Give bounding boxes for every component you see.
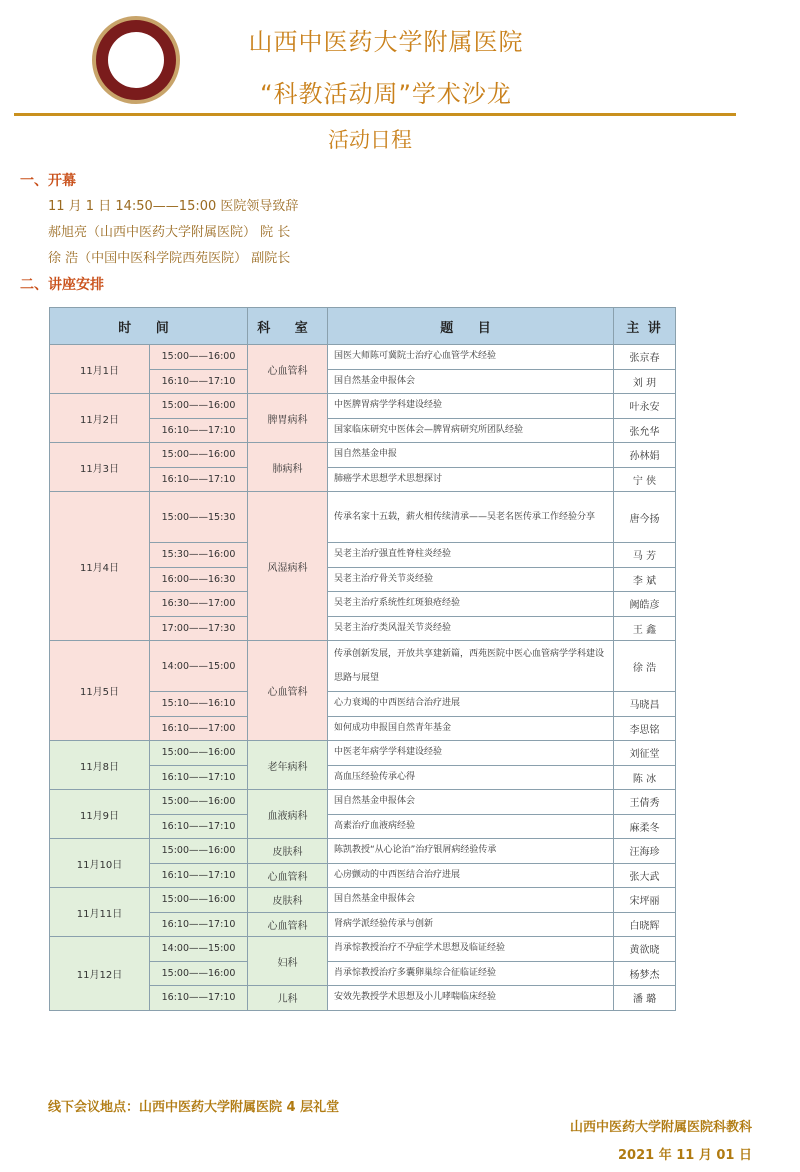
time-cell: 16:10——17:10 [150, 369, 248, 394]
topic-cell: 国家临床研究中医体会—脾胃病研究所团队经验 [328, 418, 614, 443]
host-cell: 阙皓彦 [614, 592, 676, 617]
schedule-table [49, 307, 676, 1011]
host-cell: 王倩秀 [614, 790, 676, 815]
document-header [0, 0, 800, 120]
dept-cell: 皮肤科 [248, 888, 328, 913]
topic-cell: 吴老主治疗类风湿关节炎经验 [328, 616, 614, 641]
header-divider [14, 113, 736, 116]
table-row [50, 888, 676, 913]
host-cell: 汪海珍 [614, 839, 676, 864]
time-cell: 16:10——17:00 [150, 716, 248, 741]
header-time: 时 间 [50, 308, 248, 345]
opening-line: 徐 浩（中国中医科学院西苑医院） 副院长 [48, 251, 291, 266]
host-cell: 宋坪丽 [614, 888, 676, 913]
topic-cell: 国医大师陈可冀院士治疗心血管学术经验 [328, 345, 614, 370]
time-cell: 14:00——15:00 [150, 641, 248, 692]
time-cell: 15:00——16:00 [150, 839, 248, 864]
event-title: “科教活动周”学术沙龙 [260, 80, 512, 108]
table-row [50, 443, 676, 468]
host-cell: 黄欲晓 [614, 937, 676, 962]
time-cell: 15:00——16:00 [150, 741, 248, 766]
topic-cell: 中医老年病学学科建设经验 [328, 741, 614, 766]
time-cell: 16:10——17:10 [150, 912, 248, 937]
host-cell: 王 鑫 [614, 616, 676, 641]
host-cell: 孙林娟 [614, 443, 676, 468]
dept-cell: 心血管科 [248, 912, 328, 937]
dept-cell: 风湿病科 [248, 492, 328, 641]
signature-block [570, 1114, 752, 1170]
host-cell: 刘 玥 [614, 369, 676, 394]
dept-cell: 脾胃病科 [248, 394, 328, 443]
dept-cell: 老年病科 [248, 741, 328, 790]
topic-cell: 吴老主治疗系统性红斑狼疮经验 [328, 592, 614, 617]
table-row [50, 790, 676, 815]
time-cell: 15:00——16:00 [150, 888, 248, 913]
time-cell: 15:30——16:00 [150, 543, 248, 568]
table-row [50, 741, 676, 766]
date-cell: 11月8日 [50, 741, 150, 790]
hospital-logo-icon [92, 16, 180, 104]
host-cell: 李 斌 [614, 567, 676, 592]
dept-cell: 心血管科 [248, 863, 328, 888]
host-cell: 张京春 [614, 345, 676, 370]
dept-cell: 肺病科 [248, 443, 328, 492]
topic-cell: 心力衰竭的中西医结合治疗进展 [328, 692, 614, 717]
host-cell: 杨梦杰 [614, 961, 676, 986]
date-cell: 11月12日 [50, 937, 150, 1011]
topic-cell: 安效先教授学术思想及小儿哮喘临床经验 [328, 986, 614, 1011]
date-cell: 11月10日 [50, 839, 150, 888]
host-cell: 宁 侠 [614, 467, 676, 492]
date-cell: 11月2日 [50, 394, 150, 443]
dept-cell: 血液病科 [248, 790, 328, 839]
topic-cell: 高素治疗血液病经验 [328, 814, 614, 839]
date-cell: 11月11日 [50, 888, 150, 937]
date-cell: 11月4日 [50, 492, 150, 641]
time-cell: 16:10——17:10 [150, 814, 248, 839]
host-cell: 张允华 [614, 418, 676, 443]
header-topic: 题 目 [328, 308, 614, 345]
time-cell: 15:10——16:10 [150, 692, 248, 717]
table-header-row [50, 308, 676, 345]
topic-cell: 陈凯教授“从心论治”治疗银屑病经验传承 [328, 839, 614, 864]
host-cell: 马晓昌 [614, 692, 676, 717]
time-cell: 14:00——15:00 [150, 937, 248, 962]
host-cell: 李思铭 [614, 716, 676, 741]
signature-org: 山西中医药大学附属医院科教科 [569, 1120, 752, 1135]
time-cell: 15:00——16:00 [150, 394, 248, 419]
topic-cell: 传承名家十五载，薪火相传续清承——吴老名医传承工作经验分享 [328, 492, 614, 543]
host-cell: 徐 浩 [614, 641, 676, 692]
host-cell: 白晓辉 [614, 912, 676, 937]
topic-cell: 心房颤动的中西医结合治疗进展 [328, 863, 614, 888]
table-row [50, 641, 676, 692]
host-cell: 叶永安 [614, 394, 676, 419]
time-cell: 15:00——16:00 [150, 345, 248, 370]
date-cell: 11月9日 [50, 790, 150, 839]
hospital-title: 山西中医药大学附属医院 [248, 28, 524, 56]
dept-cell: 儿科 [248, 986, 328, 1011]
topic-cell: 中医脾胃病学学科建设经验 [328, 394, 614, 419]
date-cell: 11月5日 [50, 641, 150, 741]
time-cell: 16:10——17:10 [150, 467, 248, 492]
header-dept: 科 室 [248, 308, 328, 345]
time-cell: 15:00——15:30 [150, 492, 248, 543]
host-cell: 潘 璐 [614, 986, 676, 1011]
dept-cell: 皮肤科 [248, 839, 328, 864]
time-cell: 15:00——16:00 [150, 790, 248, 815]
date-cell: 11月1日 [50, 345, 150, 394]
time-cell: 15:00——16:00 [150, 961, 248, 986]
dept-cell: 心血管科 [248, 641, 328, 741]
topic-cell: 肾病学派经验传承与创新 [328, 912, 614, 937]
topic-cell: 国自然基金申报体会 [328, 369, 614, 394]
table-row [50, 839, 676, 864]
header-host: 主 讲 [614, 308, 676, 345]
opening-heading: 一、开幕 [20, 173, 76, 189]
topic-cell: 肖承悰教授治疗不孕症学术思想及临证经验 [328, 937, 614, 962]
topic-cell: 肖承悰教授治疗多囊卵巢综合征临证经验 [328, 961, 614, 986]
topic-cell: 传承创新发展，开放共享建新篇，西苑医院中医心血管病学学科建设思路与展望 [328, 641, 614, 692]
topic-cell: 国自然基金申报 [328, 443, 614, 468]
topic-cell: 吴老主治疗骨关节炎经验 [328, 567, 614, 592]
table-row [50, 937, 676, 962]
time-cell: 16:10——17:10 [150, 418, 248, 443]
lectures-heading: 二、讲座安排 [20, 277, 104, 293]
host-cell: 唐今扬 [614, 492, 676, 543]
dept-cell: 妇科 [248, 937, 328, 986]
time-cell: 16:10——17:10 [150, 986, 248, 1011]
time-cell: 16:00——16:30 [150, 567, 248, 592]
host-cell: 刘征堂 [614, 741, 676, 766]
doc-title: 活动日程 [328, 128, 412, 152]
topic-cell: 如何成功申报国自然青年基金 [328, 716, 614, 741]
topic-cell: 肺癌学术思想学术思想探讨 [328, 467, 614, 492]
venue-note: 线下会议地点：山西中医药大学附属医院 4 层礼堂 [48, 1100, 340, 1115]
date-cell: 11月3日 [50, 443, 150, 492]
host-cell: 陈 冰 [614, 765, 676, 790]
host-cell: 麻柔冬 [614, 814, 676, 839]
time-cell: 15:00——16:00 [150, 443, 248, 468]
signature-date: 2021 年 11 月 01 日 [618, 1148, 752, 1163]
time-cell: 17:00——17:30 [150, 616, 248, 641]
table-row [50, 492, 676, 543]
opening-line: 11 月 1 日 14:50——15:00 医院领导致辞 [48, 199, 299, 214]
host-cell: 马 芳 [614, 543, 676, 568]
dept-cell: 心血管科 [248, 345, 328, 394]
topic-cell: 高血压经验传承心得 [328, 765, 614, 790]
time-cell: 16:10——17:10 [150, 765, 248, 790]
time-cell: 16:10——17:10 [150, 863, 248, 888]
time-cell: 16:30——17:00 [150, 592, 248, 617]
opening-line: 郝旭亮（山西中医药大学附属医院） 院 长 [48, 225, 291, 240]
host-cell: 张大武 [614, 863, 676, 888]
table-row [50, 394, 676, 419]
table-row [50, 345, 676, 370]
topic-cell: 吴老主治疗强直性脊柱炎经验 [328, 543, 614, 568]
topic-cell: 国自然基金申报体会 [328, 888, 614, 913]
topic-cell: 国自然基金申报体会 [328, 790, 614, 815]
